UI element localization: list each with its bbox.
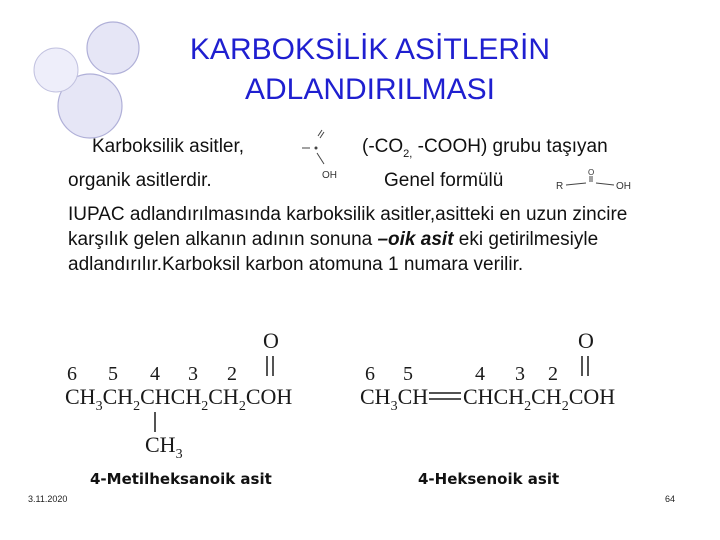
c1-oxygen: O (263, 328, 279, 353)
carboxyl-structure-icon (296, 128, 356, 186)
c1-number-2: 2 (227, 363, 237, 385)
oh-label: OH (322, 170, 337, 181)
c1-branch: $CH_3$ (145, 432, 183, 462)
iupac-paragraph (68, 202, 678, 277)
title-line-2: ADLANDIRILMASI (244, 73, 496, 106)
compound-2-name: 4-Heksenoik asit (418, 470, 560, 488)
c2-number-3: 3 (515, 363, 525, 385)
c1-number-5: 5 (108, 363, 118, 385)
compound-1-structure (65, 328, 292, 462)
footer-date: 3.11.2020 (28, 494, 68, 504)
oh-label-2: OH (616, 181, 631, 192)
group-text: (-CO (362, 136, 404, 157)
compound-2-structure (360, 328, 615, 414)
c2-oxygen: O (578, 328, 594, 353)
general-formula-icon (552, 166, 652, 194)
c2-formula-right: $CHCH_2CH_2COH$ (463, 384, 616, 414)
chemical-structures (55, 320, 655, 495)
group-subscript: 2, (403, 147, 413, 160)
c2-number-6: 6 (365, 363, 375, 385)
c2-number-4: 4 (475, 363, 485, 385)
iupac-suffix: –oik asit (377, 229, 454, 250)
compound-1-name: 4-Metilheksanoik asit (90, 470, 272, 488)
iupac-text-1: IUPAC adlandırılmasında karboksilik asitler,asitteki en uzun zincire karşılık gelen alkanın adının sonuna (68, 204, 628, 250)
c2-formula-left: $CH_3CH$ (360, 384, 429, 414)
title-line-1: KARBOKSİLİK ASİTLERİN (189, 33, 551, 66)
c1-number-6: 6 (67, 363, 77, 385)
intro-text: Karboksilik asitler, (92, 136, 245, 157)
c2-number-2: 2 (548, 363, 558, 385)
c1-number-3: 3 (188, 363, 198, 385)
c2-number-5: 5 (403, 363, 413, 385)
r-label: R (556, 181, 564, 192)
page-number: 64 (665, 494, 676, 504)
o-label: O (588, 168, 595, 177)
c1-formula: $CH_3CH_2CHCH_2CH_2COH$ (65, 384, 293, 414)
iupac-text-2: eki getirilmesiyle adlandırılır.Karboksil karbon atomuna 1 numara verilir. (68, 229, 599, 275)
carboxyl-group-text (362, 134, 608, 167)
slide-title (110, 30, 630, 110)
group-text-end: -COOH) grubu taşıyan (412, 136, 608, 157)
general-formula-label: Genel formülü (384, 170, 504, 191)
intro-line-2: organik asitlerdir. (68, 170, 212, 191)
c1-number-4: 4 (150, 363, 160, 385)
